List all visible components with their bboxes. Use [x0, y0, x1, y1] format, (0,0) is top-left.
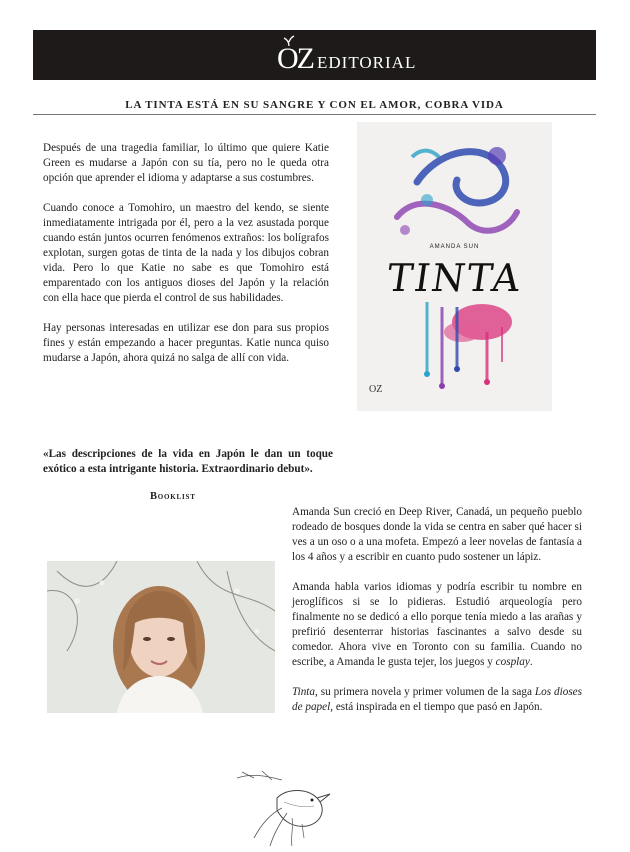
synopsis — [43, 141, 329, 381]
author-photo — [47, 561, 275, 713]
bio-paragraph-3: Tinta, su primera novela y primer volumen de la saga Los dioses de papel, está inspirada en el tiempo que pasó en Japón. — [292, 686, 582, 713]
bio-paragraph-1: Amanda Sun creció en Deep River, Canadá, un pequeño pueblo rodeado de bosques donde la vida se centra en saber qué hacer si ves a un oso o a una mofeta. Empezó a leer novelas de fantasía a los 4 años y a escribir en cuanto pudo sostener un lápiz. — [292, 506, 582, 563]
cover-title: TINTA — [384, 256, 525, 300]
bio-paragraph-2: Amanda habla varios idiomas y podría escribir tu nombre en jeroglíficos si se lo pidieras. Estudió arqueología pero finalmente no se dedicó a ello porque tenía miedo a las arañas y prefirió desenterrar historias fascinantes a salvo desde su comedor. Ahora vive en Toronto con su familia. Cuando no escribe, a Amanda le gusta tejer, los juegos y cosplay. — [292, 581, 582, 668]
author-bio — [292, 505, 582, 730]
header-bar — [33, 30, 596, 80]
synopsis-paragraph-2: Cuando conoce a Tomohiro, un maestro del kendo, se siente inmediatamente intrigada por él, pero a la vez asustada porque cuando están juntos ocurren fenómenos extraños: los bolígrafos explotan, surgen gotas de tinta de la nada y los dibujos cobran vida. Pero lo que Katie no sabe es que Tomohiro está emparentado con los antiguos dioses del Japón y la relación con ella hace que pierda el control de sus habilidades. — [43, 202, 329, 304]
headline: LA TINTA ESTÁ EN SU SANGRE Y CON EL AMOR, COBRA VIDA — [125, 99, 504, 111]
bird-sketch-icon — [232, 768, 344, 848]
logo-sprout-icon — [283, 34, 295, 46]
book-cover — [357, 122, 552, 411]
cover-author: AMANDA SUN — [429, 244, 480, 250]
headline-divider — [33, 114, 596, 115]
synopsis-paragraph-1: Después de una tragedia familiar, lo último que quiere Katie Green es mudarse a Japón con su tía, pero no le queda otra opción que aprender el idioma y adaptarse a sus costumbres. — [43, 142, 329, 184]
logo-editorial-text: EDITORIAL — [317, 53, 417, 72]
oz-editorial-logo — [277, 38, 416, 74]
review-source: Booklist — [150, 491, 196, 502]
logo-oz: OZ — [277, 44, 313, 74]
review-quote: «Las descripciones de la vida en Japón le dan un toque exótico a esta intrigante historia. Extraordinario debut». — [43, 448, 333, 475]
cover-publisher-logo: OZ — [369, 384, 383, 395]
synopsis-paragraph-3: Hay personas interesadas en utilizar ese don para sus propios fines y están empezando a hacer preguntas. Katie nunca quiso mudarse a Japón, ahora quizá no salga de allí con vida. — [43, 322, 329, 364]
